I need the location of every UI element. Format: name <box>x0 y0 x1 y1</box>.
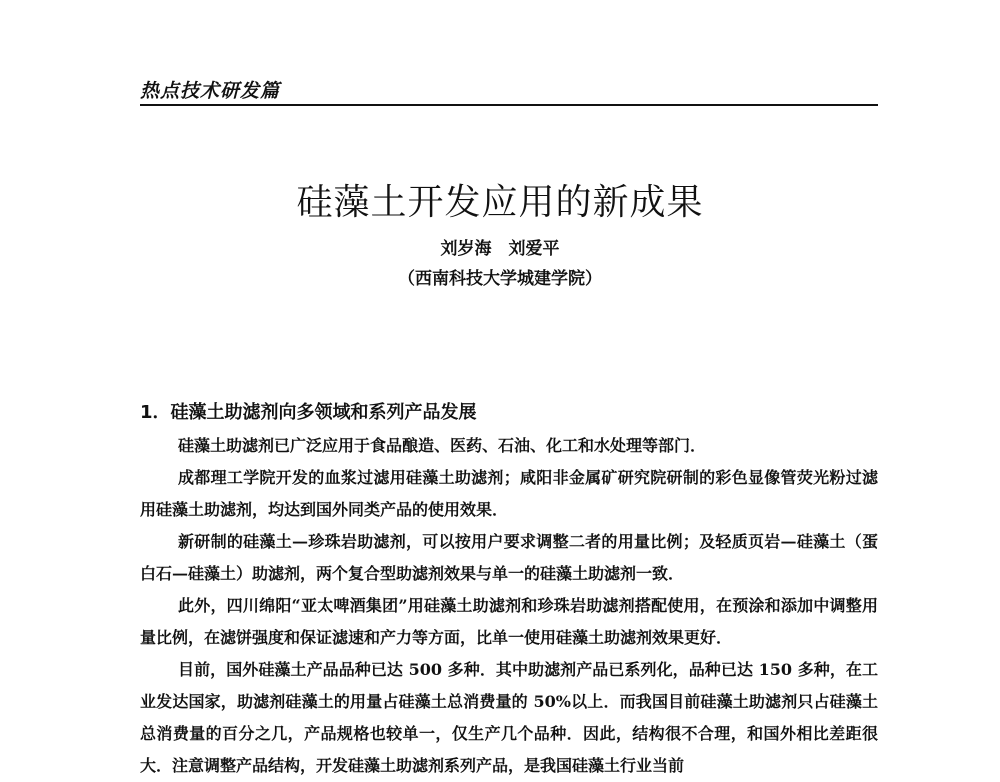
section-heading: 1．硅藻土助滤剂向多领域和系列产品发展 <box>140 402 477 423</box>
header-rule <box>140 104 878 106</box>
article-body <box>140 430 878 782</box>
paragraph: 此外，四川绵阳“亚太啤酒集团”用硅藻土助滤剂和珍珠岩助滤剂搭配使用，在预涂和添加中调整用量比例，在滤饼强度和保证滤速和产力等方面，比单一使用硅藻土助滤剂效果更好． <box>140 596 878 647</box>
paragraph: 目前，国外硅藻土产品品种已达 500 多种．其中助滤剂产品已系列化，品种已达 150 多种，在工业发达国家，助滤剂硅藻土的用量占硅藻土总消费量的 50%以上．而我国目前硅藻土助滤剂只占硅藻土总消费量的百分之几，产品规格也较单一，仅生产几个品种．因此，结构很不合理，和国外相比差距很大．注意调整产品结构，开发硅藻土助滤剂系列产品，是我国硅藻土行业当前 <box>140 660 878 775</box>
article-authors: 刘岁海 刘爱平 <box>440 239 560 259</box>
article-affiliation: （西南科技大学城建学院） <box>398 269 602 289</box>
paragraph: 成都理工学院开发的血浆过滤用硅藻土助滤剂；咸阳非金属矿研究院研制的彩色显像管荧光粉过滤用硅藻土助滤剂，均达到国外同类产品的使用效果． <box>140 468 878 519</box>
article-title: 硅藻土开发应用的新成果 <box>296 182 704 223</box>
paragraph: 硅藻土助滤剂已广泛应用于食品酿造、医药、石油、化工和水处理等部门． <box>178 436 707 455</box>
paragraph: 新研制的硅藻土—珍珠岩助滤剂，可以按用户要求调整二者的用量比例；及轻质页岩—硅藻土（蛋白石—硅藻土）助滤剂，两个复合型助滤剂效果与单一的硅藻土助滤剂一致． <box>140 532 878 583</box>
running-head: 热点技术研发篇 <box>140 80 281 102</box>
